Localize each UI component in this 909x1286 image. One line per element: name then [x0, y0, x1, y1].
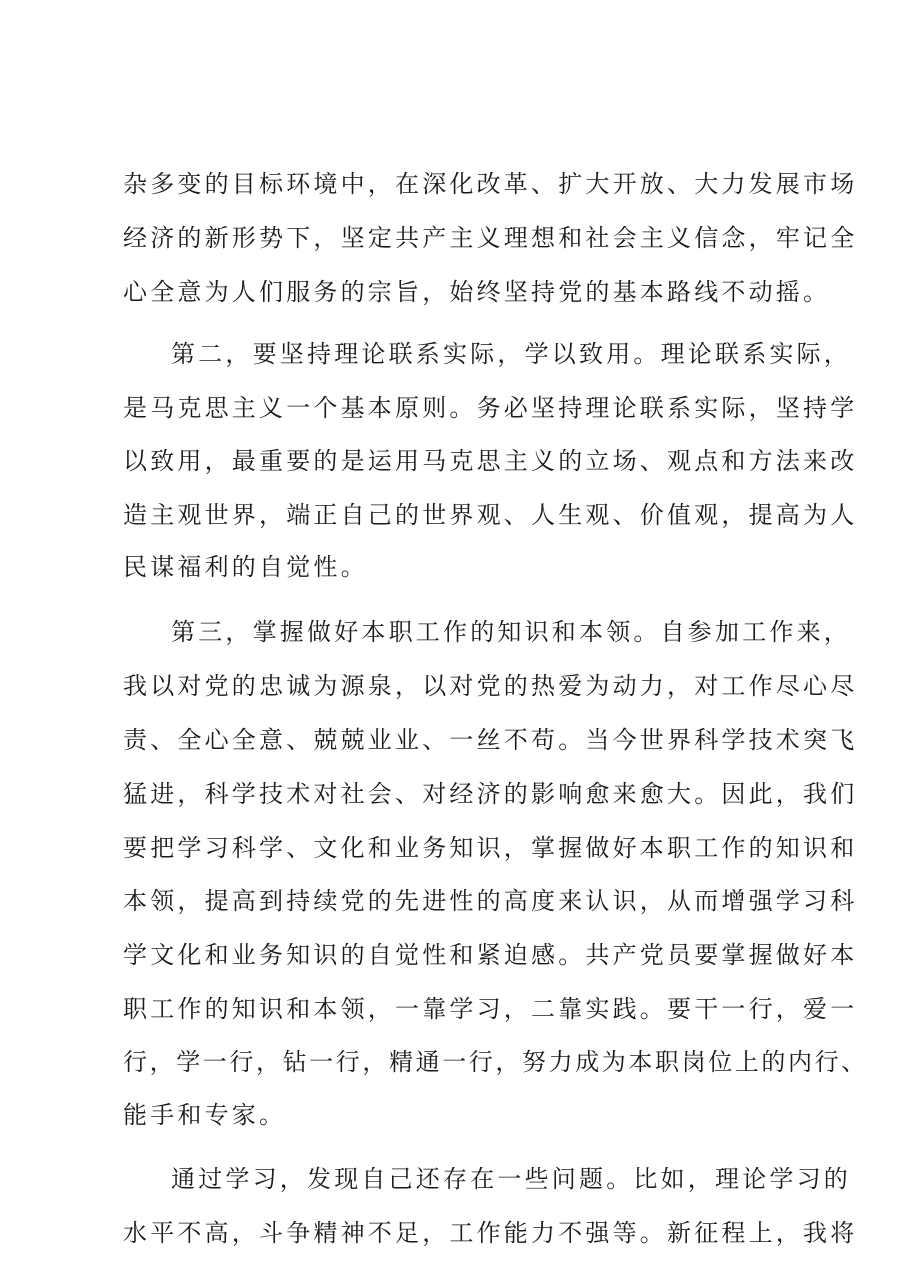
paragraph-first-line: 第三，掌握做好本职工作的知识和本领。自参加工作来，	[171, 618, 851, 646]
text-line: 责、全心全意、兢兢业业、一丝不苟。当今世界科学技术突飞	[123, 726, 858, 754]
text-line: 是马克思主义一个基本原则。务必坚持理论联系实际，坚持学	[123, 394, 858, 422]
text-line: 心全意为人们服务的宗旨，始终坚持党的基本路线不动摇。	[123, 278, 831, 306]
text-line: 职工作的知识和本领，一靠学习，二靠实践。要干一行，爱一	[123, 995, 858, 1023]
text-line: 水平不高，斗争精神不足，工作能力不强等。新征程上，我将	[123, 1219, 858, 1247]
text-line: 猛进，科学技术对社会、对经济的影响愈来愈大。因此，我们	[123, 780, 858, 808]
text-line: 行，学一行，钻一行，精通一行，努力成为本职岗位上的内行、	[123, 1048, 868, 1076]
text-line: 本领，提高到持续党的先进性的高度来认识，从而增强学习科	[123, 887, 858, 915]
text-line: 要把学习科学、文化和业务知识，掌握做好本职工作的知识和	[123, 834, 858, 862]
text-line: 能手和专家。	[123, 1101, 287, 1129]
text-line: 学文化和业务知识的自觉性和紧迫感。共产党员要掌握做好本	[123, 941, 858, 969]
text-line: 经济的新形势下，坚定共产主义理想和社会主义信念，牢记全	[123, 224, 858, 252]
paragraph-first-line: 第二，要坚持理论联系实际，学以致用。理论联系实际，	[171, 340, 851, 368]
paragraph-first-line: 通过学习，发现自己还存在一些问题。比如，理论学习的	[171, 1165, 851, 1193]
text-line: 民谋福利的自觉性。	[123, 553, 368, 581]
text-line: 以致用，最重要的是运用马克思主义的立场、观点和方法来改	[123, 447, 858, 475]
text-line: 造主观世界，端正自己的世界观、人生观、价值观，提高为人	[123, 501, 858, 529]
text-line: 杂多变的目标环境中，在深化改革、扩大开放、大力发展市场	[123, 170, 858, 198]
text-line: 我以对党的忠诚为源泉，以对党的热爱为动力，对工作尽心尽	[123, 672, 858, 700]
